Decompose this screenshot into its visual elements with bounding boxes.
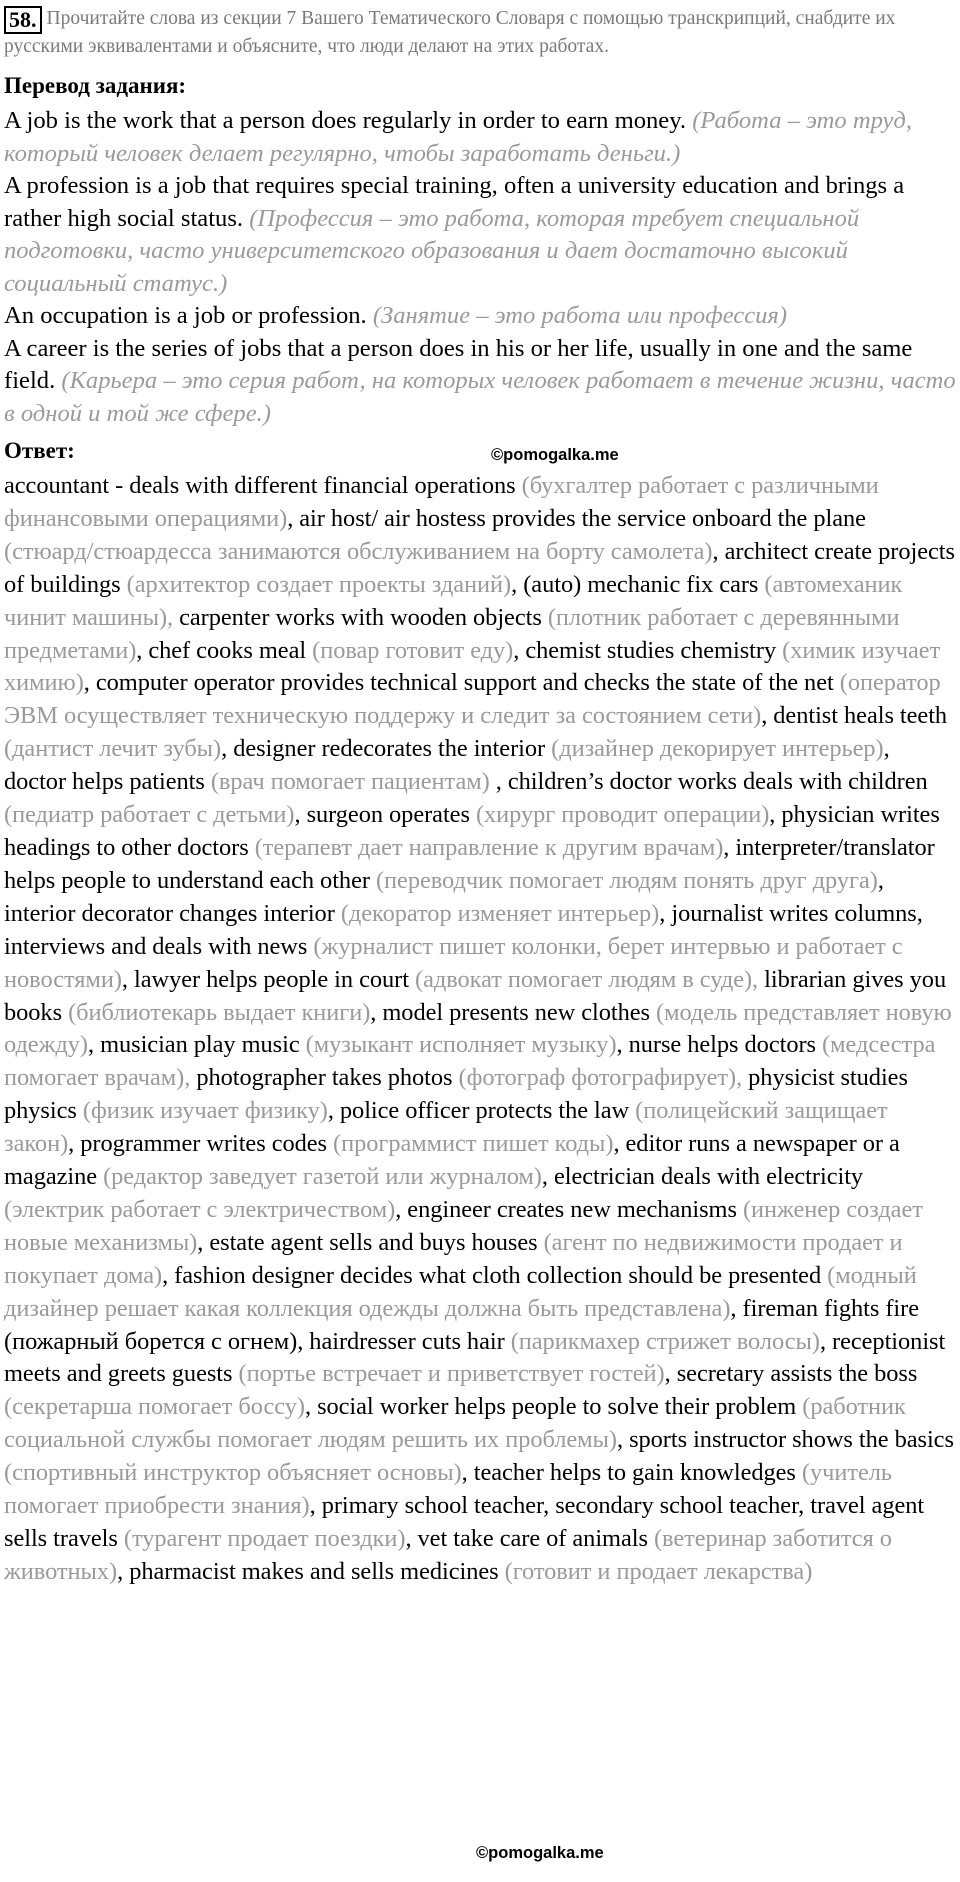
definition-occupation bbox=[4, 300, 956, 333]
translation-heading: Перевод задания: bbox=[4, 73, 187, 98]
answer-phrase: , teacher helps to gain knowledges bbox=[461, 1459, 802, 1487]
definition-job bbox=[4, 105, 956, 170]
definition-profession bbox=[4, 170, 956, 300]
answer-translation: (портье встречает и приветствует гостей) bbox=[238, 1360, 665, 1388]
watermark-bottom: ©pomogalka.me bbox=[476, 1844, 604, 1862]
answer-translation: (переводчик помогает людям понять друг друга) bbox=[375, 866, 878, 894]
answer-translation: (музыкант исполняет музыку) bbox=[305, 1031, 617, 1059]
answer-translation: (полицейский защищает закон) bbox=[4, 1097, 888, 1158]
definition-en: A profession is a job that requires special training, often a university education and brings a rather high social status. bbox=[4, 172, 905, 232]
answer-translation: (инженер создает новые механизмы) bbox=[4, 1195, 923, 1256]
answer-translation: (плотник работает с деревянными предметами) bbox=[4, 603, 900, 664]
answer-translation: (фотограф фотографирует), bbox=[458, 1064, 743, 1092]
watermark-top: ©pomogalka.me bbox=[491, 446, 619, 464]
answer-phrase: , chef cooks meal bbox=[136, 636, 313, 664]
answer-phrase: , nurse helps doctors bbox=[616, 1031, 823, 1059]
definition-en: A career is the series of jobs that a person does in his or her life, usually in one and the same field. bbox=[4, 334, 913, 394]
definitions-block bbox=[4, 105, 956, 430]
definition-en: A job is the work that a person does regularly in order to earn money. bbox=[4, 107, 687, 134]
answer-phrase: accountant - deals with different financial operations bbox=[4, 472, 522, 499]
answer-translation: (парикмахер стрижет волосы) bbox=[510, 1327, 820, 1355]
answer-phrase: , surgeon operates bbox=[294, 801, 476, 829]
answer-phrase: , receptionist meets and greets guests bbox=[4, 1327, 946, 1388]
answer-phrase: , electrician deals with electricity bbox=[541, 1163, 864, 1191]
answer-translation: (дизайнер декорирует интерьер) bbox=[551, 735, 884, 763]
answer-translation: (библиотекарь выдает книги) bbox=[68, 998, 371, 1026]
answer-phrase: carpenter works with wooden objects bbox=[173, 603, 548, 631]
answer-phrase: , (auto) mechanic fix cars bbox=[511, 570, 765, 598]
answer-phrase: , programmer writes codes bbox=[68, 1130, 334, 1158]
answer-phrase: , air host/ air hostess provides the service onboard the plane bbox=[287, 504, 866, 532]
definition-ru: (Карьера – это серия работ, на которых человек работает в течение жизни, часто в одной и той же сфере.) bbox=[4, 367, 956, 427]
answer-translation: (химик изучает химию) bbox=[4, 636, 941, 697]
answer-translation: (физик изучает физику) bbox=[82, 1097, 328, 1125]
task-text: Прочитайте слова из секции 7 Вашего Тематического Словаря с помощью транскрипций, снабдите их русскими эквивалентами и объясните, что люди делают на этих работах. bbox=[4, 8, 896, 57]
answer-heading: Ответ: bbox=[4, 438, 75, 463]
answer-translation: (адвокат помогает людям в суде), bbox=[415, 965, 759, 993]
definition-ru: (Занятие – это работа или профессия) bbox=[372, 302, 788, 329]
definition-career bbox=[4, 333, 956, 431]
answer-translation: (оператор ЭВМ осуществляет техническую поддержу и следит за состоянием сети) bbox=[4, 669, 941, 730]
answer-header bbox=[4, 436, 956, 470]
answer-phrase: , editor runs a newspaper or a magazine bbox=[4, 1130, 900, 1191]
answer-text bbox=[4, 470, 956, 1589]
answer-translation: (повар готовит еду) bbox=[312, 636, 514, 664]
answer-translation: (секретарша помогает боссу) bbox=[4, 1393, 305, 1421]
answer-phrase: , model presents new clothes bbox=[370, 998, 657, 1026]
answer-phrase: , secretary assists the boss bbox=[664, 1360, 918, 1388]
answer-phrase: photographer takes photos bbox=[190, 1064, 459, 1092]
answer-phrase: , chemist studies chemistry bbox=[513, 636, 783, 664]
answer-translation: (бухгалтер работает с различными финансовыми операциями) bbox=[4, 472, 879, 532]
answer-translation: (электрик работает с электричеством) bbox=[4, 1195, 396, 1223]
answer-phrase: physicist studies physics bbox=[4, 1064, 908, 1125]
answer-phrase: , doctor helps patients bbox=[4, 735, 890, 796]
answer-phrase: , physician writes headings to other doctors bbox=[4, 801, 940, 861]
answer-phrase: , designer redecorates the interior bbox=[221, 735, 552, 763]
answer-phrase: , social worker helps people to solve their problem bbox=[304, 1393, 803, 1421]
answer-translation: (врач помогает пациентам) bbox=[210, 768, 490, 796]
answer-translation: (терапевт дает направление к другим врачам) bbox=[254, 833, 724, 861]
answer-translation: (стюард/стюардесса занимаются обслуживанием на борту самолета) bbox=[4, 537, 713, 565]
answer-phrase: , interior decorator changes interior bbox=[4, 866, 884, 927]
answer-phrase: , architect create projects of buildings bbox=[4, 537, 955, 598]
answer-phrase: , dentist heals teeth bbox=[761, 702, 948, 730]
answer-translation: (модель представляет новую одежду) bbox=[4, 998, 952, 1059]
document-page bbox=[4, 6, 956, 1589]
answer-translation: (модный дизайнер решает какая коллекция одежды должна быть представлена) bbox=[4, 1261, 917, 1322]
answer-phrase: librarian gives you books bbox=[4, 965, 947, 1026]
definition-en: An occupation is a job or profession. bbox=[4, 302, 367, 329]
answer-phrase: , musician play music bbox=[87, 1031, 306, 1059]
answer-translation: (журналист пишет колонки, берет интервью и работает с новостями) bbox=[4, 932, 903, 993]
answer-phrase: , estate agent sells and buys houses bbox=[197, 1228, 544, 1256]
definition-ru: (Работа – это труд, который человек делает регулярно, чтобы заработать деньги.) bbox=[4, 107, 912, 167]
answer-translation: (медсестра помогает врачам), bbox=[4, 1031, 936, 1092]
definition-ru: (Профессия – это работа, которая требует специальной подготовки, часто университетского образования и дает достаточно высокий социальный статус.) bbox=[4, 204, 860, 297]
answer-translation: (хирург проводит операции) bbox=[475, 801, 770, 829]
answer-translation: (работник социальной службы помогает людям решить их проблемы) bbox=[4, 1393, 906, 1454]
answer-translation: (ветеринар заботится о животных) bbox=[4, 1525, 892, 1585]
answer-translation: (архитектор создает проекты зданий) bbox=[126, 570, 512, 598]
answer-translation: (спортивный инструктор объясняет основы) bbox=[4, 1459, 462, 1487]
answer-translation: (программист пишет коды) bbox=[333, 1130, 614, 1158]
task-statement bbox=[4, 6, 956, 59]
answer-phrase: , fireman fights fire (пожарный борется с огнем), hairdresser cuts hair bbox=[4, 1294, 920, 1355]
answer-phrase: , journalist writes columns, interviews and deals with news bbox=[4, 899, 923, 960]
answer-phrase: , lawyer helps people in court bbox=[121, 965, 415, 993]
answer-phrase: , police officer protects the law bbox=[327, 1097, 636, 1125]
answer-translation: (готовит и продает лекарства) bbox=[504, 1557, 813, 1585]
answer-translation: (дантист лечит зубы) bbox=[4, 735, 222, 763]
answer-phrase: , interpreter/translator helps people to understand each other bbox=[4, 833, 935, 894]
answer-phrase: , sports instructor shows the basics bbox=[616, 1426, 954, 1454]
answer-translation: (агент по недвижимости продает и покупает дома) bbox=[4, 1228, 903, 1289]
answer-phrase: , children’s doctor works deals with children bbox=[489, 768, 928, 796]
answer-phrase: , engineer creates new mechanisms bbox=[395, 1195, 743, 1223]
answer-translation: (редактор заведует газетой или журналом) bbox=[103, 1163, 542, 1191]
answer-phrase: , fashion designer decides what cloth collection should be presented bbox=[162, 1261, 828, 1289]
task-number: 58. bbox=[4, 6, 42, 34]
answer-phrase: , pharmacist makes and sells medicines bbox=[117, 1557, 505, 1585]
answer-phrase: , computer operator provides technical support and checks the state of the net bbox=[83, 669, 840, 697]
answer-translation: (учитель помогает приобрести знания) bbox=[4, 1459, 892, 1520]
answer-translation: (турагент продает поездки) bbox=[123, 1525, 406, 1552]
answer-translation: (автомеханик чинит машины), bbox=[4, 570, 903, 631]
answer-translation: (педиатр работает с детьми) bbox=[4, 801, 295, 829]
answer-translation: (декоратор изменяет интерьер) bbox=[340, 899, 660, 927]
answer-phrase: , vet take care of animals bbox=[405, 1525, 654, 1552]
answer-phrase: , primary school teacher, secondary school teacher, travel agent sells travels bbox=[4, 1492, 925, 1552]
